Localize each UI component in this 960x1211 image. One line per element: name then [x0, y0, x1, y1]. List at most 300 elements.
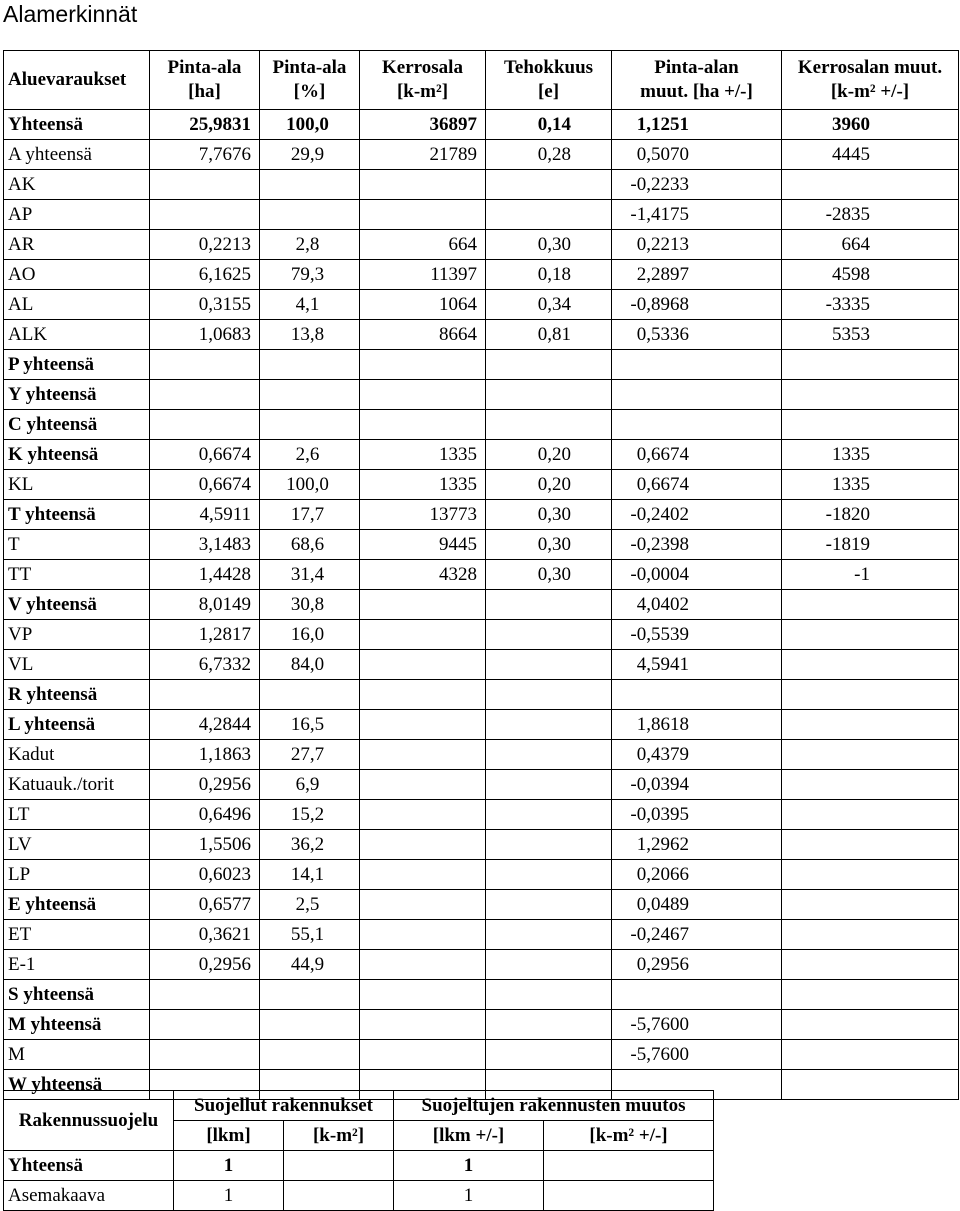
table-cell: 1335 — [782, 440, 959, 470]
table-cell — [486, 1040, 612, 1070]
table-cell: 4,5941 — [612, 650, 782, 680]
table-cell: 4445 — [782, 140, 959, 170]
row-label: LP — [4, 860, 150, 890]
row-label: P yhteensä — [4, 350, 150, 380]
table-row — [4, 140, 959, 170]
table-row — [4, 950, 959, 980]
table-cell: 68,6 — [260, 530, 360, 560]
table-cell — [782, 920, 959, 950]
table-row — [4, 500, 959, 530]
table-cell: 0,6674 — [612, 440, 782, 470]
table-cell: 0,20 — [486, 440, 612, 470]
row-label: E-1 — [4, 950, 150, 980]
table-cell: 4328 — [360, 560, 486, 590]
table-cell: 3960 — [782, 110, 959, 140]
table-row — [4, 380, 959, 410]
table-cell — [360, 1040, 486, 1070]
column-header — [260, 51, 360, 110]
table-row — [4, 1151, 714, 1181]
table-cell: 14,1 — [260, 860, 360, 890]
table-cell: 0,2956 — [150, 770, 260, 800]
row-label: Yhteensä — [4, 110, 150, 140]
table-cell: 1 — [394, 1181, 544, 1211]
column-header-line: Pinta-alan — [654, 57, 739, 78]
table-cell — [782, 860, 959, 890]
row-label: R yhteensä — [4, 680, 150, 710]
table-cell — [360, 1010, 486, 1040]
table-cell — [486, 800, 612, 830]
row-label: KL — [4, 470, 150, 500]
group-header: Suojeltujen rakennusten muutos — [394, 1091, 714, 1121]
row-label: Y yhteensä — [4, 380, 150, 410]
table-row — [4, 740, 959, 770]
table-row — [4, 1040, 959, 1070]
table-cell: 16,0 — [260, 620, 360, 650]
table-cell: 100,0 — [260, 470, 360, 500]
column-header-line: Pinta-ala — [167, 57, 242, 78]
table-cell — [612, 410, 782, 440]
table-cell: 1,0683 — [150, 320, 260, 350]
table-cell: 21789 — [360, 140, 486, 170]
column-header-unit: [ha] — [188, 81, 221, 102]
table-cell — [260, 680, 360, 710]
table-cell — [486, 200, 612, 230]
table-cell — [486, 920, 612, 950]
table-cell — [360, 410, 486, 440]
row-label: S yhteensä — [4, 980, 150, 1010]
table-cell — [486, 650, 612, 680]
table-cell: 1,2962 — [612, 830, 782, 860]
table-cell — [782, 1040, 959, 1070]
column-header-unit: [k-m² +/-] — [830, 81, 910, 102]
table-row — [4, 590, 959, 620]
table-cell: 8,0149 — [150, 590, 260, 620]
row-label: T — [4, 530, 150, 560]
table-row — [4, 1010, 959, 1040]
table-cell: 6,1625 — [150, 260, 260, 290]
table-cell: 4,0402 — [612, 590, 782, 620]
table-cell: 1,1251 — [612, 110, 782, 140]
table-cell — [782, 950, 959, 980]
table-cell — [612, 380, 782, 410]
column-header: [k-m²] — [284, 1121, 394, 1151]
table-cell — [360, 920, 486, 950]
table-cell: -0,2398 — [612, 530, 782, 560]
table-cell: 2,2897 — [612, 260, 782, 290]
table-cell — [782, 410, 959, 440]
row-label: V yhteensä — [4, 590, 150, 620]
table-cell: 27,7 — [260, 740, 360, 770]
table-cell: 0,3155 — [150, 290, 260, 320]
table-cell: 0,2956 — [612, 950, 782, 980]
table-cell: -0,8968 — [612, 290, 782, 320]
table-cell: 2,6 — [260, 440, 360, 470]
table-row — [4, 230, 959, 260]
table-cell — [486, 680, 612, 710]
table-cell: 13,8 — [260, 320, 360, 350]
table-cell — [782, 590, 959, 620]
table-row — [4, 440, 959, 470]
table-cell — [486, 740, 612, 770]
table-cell: 0,6577 — [150, 890, 260, 920]
table-cell: 1335 — [360, 440, 486, 470]
table-cell — [360, 170, 486, 200]
table-cell — [612, 680, 782, 710]
table-row — [4, 800, 959, 830]
table-cell — [284, 1151, 394, 1181]
table-cell: -0,2233 — [612, 170, 782, 200]
table-cell — [360, 830, 486, 860]
table-cell: 0,81 — [486, 320, 612, 350]
table-cell: 4,2844 — [150, 710, 260, 740]
column-header — [486, 51, 612, 110]
table-cell: 36897 — [360, 110, 486, 140]
table-cell: 29,9 — [260, 140, 360, 170]
table-cell: 664 — [360, 230, 486, 260]
table-row — [4, 350, 959, 380]
table-cell: 1335 — [782, 470, 959, 500]
table-cell — [544, 1151, 714, 1181]
table-cell — [260, 410, 360, 440]
table-cell — [782, 710, 959, 740]
row-label: AO — [4, 260, 150, 290]
table-row — [4, 260, 959, 290]
table-cell — [486, 590, 612, 620]
table-row — [4, 890, 959, 920]
table-row — [4, 200, 959, 230]
table-cell — [260, 350, 360, 380]
table-cell: 84,0 — [260, 650, 360, 680]
column-header-line: Tehokkuus — [503, 57, 594, 78]
table-row — [4, 410, 959, 440]
table-cell: 15,2 — [260, 800, 360, 830]
table-cell: 0,6674 — [150, 470, 260, 500]
row-label: T yhteensä — [4, 500, 150, 530]
table-cell: 0,2213 — [150, 230, 260, 260]
table-cell: -5,7600 — [612, 1010, 782, 1040]
row-label: M yhteensä — [4, 1010, 150, 1040]
table-cell: 0,14 — [486, 110, 612, 140]
building-protection-table — [3, 1090, 714, 1211]
table-cell: 0,0489 — [612, 890, 782, 920]
table-cell: 0,6496 — [150, 800, 260, 830]
table-cell — [486, 770, 612, 800]
table-cell: -1819 — [782, 530, 959, 560]
table-cell: 0,30 — [486, 230, 612, 260]
table-cell: 1,1863 — [150, 740, 260, 770]
table-cell: 0,30 — [486, 500, 612, 530]
table-cell: 4598 — [782, 260, 959, 290]
table-cell: 16,5 — [260, 710, 360, 740]
table-cell — [782, 740, 959, 770]
row-label: ALK — [4, 320, 150, 350]
table-cell: 0,3621 — [150, 920, 260, 950]
table-cell — [260, 170, 360, 200]
table-cell: 79,3 — [260, 260, 360, 290]
table-cell — [150, 1010, 260, 1040]
table-cell: -0,0394 — [612, 770, 782, 800]
table-cell — [360, 680, 486, 710]
table-cell — [486, 620, 612, 650]
table-cell — [782, 800, 959, 830]
table-cell: -2835 — [782, 200, 959, 230]
table-cell — [360, 650, 486, 680]
row-label: TT — [4, 560, 150, 590]
column-header — [612, 51, 782, 110]
table-row — [4, 320, 959, 350]
row-label: AK — [4, 170, 150, 200]
table-cell — [612, 350, 782, 380]
table-cell: 31,4 — [260, 560, 360, 590]
table-cell — [260, 200, 360, 230]
table-cell: 2,8 — [260, 230, 360, 260]
table-cell — [782, 770, 959, 800]
row-label: K yhteensä — [4, 440, 150, 470]
table-cell — [360, 200, 486, 230]
table-cell: 0,2066 — [612, 860, 782, 890]
table-cell: 44,9 — [260, 950, 360, 980]
table-row — [4, 680, 959, 710]
table-cell — [782, 380, 959, 410]
table-cell — [782, 1070, 959, 1100]
table-cell: 4,5911 — [150, 500, 260, 530]
table-cell: -0,0395 — [612, 800, 782, 830]
table-cell: 8664 — [360, 320, 486, 350]
table-cell: 0,2213 — [612, 230, 782, 260]
table-row — [4, 980, 959, 1010]
table-cell: 100,0 — [260, 110, 360, 140]
table-cell — [150, 410, 260, 440]
table-cell — [360, 890, 486, 920]
table-cell: 30,8 — [260, 590, 360, 620]
table-cell — [782, 620, 959, 650]
table-row — [4, 860, 959, 890]
table-cell: 5353 — [782, 320, 959, 350]
table-cell — [486, 170, 612, 200]
row-label: W yhteensä — [4, 1070, 150, 1100]
table-cell — [486, 890, 612, 920]
table-cell: -5,7600 — [612, 1040, 782, 1070]
table-cell — [782, 170, 959, 200]
table-cell — [486, 380, 612, 410]
table-cell: 0,30 — [486, 530, 612, 560]
table-cell: 1335 — [360, 470, 486, 500]
table-cell — [486, 980, 612, 1010]
table-header-row — [4, 1091, 714, 1121]
table-row — [4, 830, 959, 860]
table-cell: 3,1483 — [150, 530, 260, 560]
table-cell — [260, 1040, 360, 1070]
table-cell: 1 — [174, 1151, 284, 1181]
table-cell — [544, 1181, 714, 1211]
table-cell — [782, 890, 959, 920]
table-cell — [486, 1010, 612, 1040]
table-cell: 1,5506 — [150, 830, 260, 860]
column-header-unit: muut. [ha +/-] — [640, 81, 753, 102]
table-cell — [486, 830, 612, 860]
table-cell — [360, 380, 486, 410]
table-cell: 1,4428 — [150, 560, 260, 590]
table-cell: -0,2402 — [612, 500, 782, 530]
table-row — [4, 770, 959, 800]
table-cell: 7,7676 — [150, 140, 260, 170]
table-cell: 6,9 — [260, 770, 360, 800]
table-cell: 1 — [174, 1181, 284, 1211]
table-cell — [150, 170, 260, 200]
table-cell — [486, 710, 612, 740]
table-cell — [150, 200, 260, 230]
column-header-unit: [e] — [537, 81, 560, 102]
land-use-table — [3, 50, 959, 1100]
row-label: VP — [4, 620, 150, 650]
table-cell: 13773 — [360, 500, 486, 530]
table-cell — [150, 380, 260, 410]
table-cell — [360, 590, 486, 620]
row-label: C yhteensä — [4, 410, 150, 440]
column-header — [150, 51, 260, 110]
table-cell — [486, 410, 612, 440]
column-header: [lkm] — [174, 1121, 284, 1151]
table-cell: -0,0004 — [612, 560, 782, 590]
column-header: [lkm +/-] — [394, 1121, 544, 1151]
table-cell: 0,18 — [486, 260, 612, 290]
table-row — [4, 290, 959, 320]
table-cell: 0,28 — [486, 140, 612, 170]
table-cell: 25,9831 — [150, 110, 260, 140]
row-label: L yhteensä — [4, 710, 150, 740]
table-cell: 1,8618 — [612, 710, 782, 740]
row-label: AP — [4, 200, 150, 230]
table-row — [4, 650, 959, 680]
table-cell — [782, 980, 959, 1010]
row-label: VL — [4, 650, 150, 680]
table-cell: 17,7 — [260, 500, 360, 530]
table-cell — [360, 800, 486, 830]
column-header-line: Kerrosala — [382, 57, 463, 78]
table-cell: 0,6674 — [150, 440, 260, 470]
table-row — [4, 710, 959, 740]
table-cell: 664 — [782, 230, 959, 260]
table-cell — [360, 710, 486, 740]
table-cell — [486, 350, 612, 380]
table-cell: -1820 — [782, 500, 959, 530]
table-cell — [360, 770, 486, 800]
table-cell: 1 — [394, 1151, 544, 1181]
row-label: ET — [4, 920, 150, 950]
table-cell: 55,1 — [260, 920, 360, 950]
table-cell — [782, 830, 959, 860]
row-label: Yhteensä — [4, 1151, 174, 1181]
column-header-line: Aluevaraukset — [8, 69, 127, 90]
table-cell: -0,2467 — [612, 920, 782, 950]
table-cell: 11397 — [360, 260, 486, 290]
document-title: Alamerkinnät — [3, 1, 138, 27]
table-cell — [360, 350, 486, 380]
table-row — [4, 530, 959, 560]
column-header-line: Kerrosalan muut. — [797, 57, 943, 78]
row-label: Kadut — [4, 740, 150, 770]
row-label: M — [4, 1040, 150, 1070]
table-row — [4, 560, 959, 590]
table-cell: 0,4379 — [612, 740, 782, 770]
column-header — [4, 51, 150, 110]
group-header: Suojellut rakennukset — [174, 1091, 394, 1121]
column-header-unit: [k-m²] — [396, 81, 449, 102]
table-cell: 0,20 — [486, 470, 612, 500]
table-cell: 0,5070 — [612, 140, 782, 170]
row-label: A yhteensä — [4, 140, 150, 170]
row-label: Asemakaava — [4, 1181, 174, 1211]
table-cell: 0,5336 — [612, 320, 782, 350]
table-cell — [782, 350, 959, 380]
table-cell — [260, 1010, 360, 1040]
table-cell: 4,1 — [260, 290, 360, 320]
table-cell — [782, 1010, 959, 1040]
table-cell — [360, 740, 486, 770]
table-cell: -3335 — [782, 290, 959, 320]
table-cell — [360, 860, 486, 890]
table-cell: 0,2956 — [150, 950, 260, 980]
table-cell — [486, 950, 612, 980]
table-cell — [612, 980, 782, 1010]
table-cell — [150, 980, 260, 1010]
column-header-line: Pinta-ala — [272, 57, 347, 78]
column-header — [782, 51, 959, 110]
table-cell — [486, 860, 612, 890]
table-cell — [782, 680, 959, 710]
table-cell: 6,7332 — [150, 650, 260, 680]
table-cell: -1,4175 — [612, 200, 782, 230]
table-cell: 1,2817 — [150, 620, 260, 650]
row-label: AR — [4, 230, 150, 260]
row-header: Rakennussuojelu — [4, 1091, 174, 1151]
table-cell — [150, 1040, 260, 1070]
table-cell — [360, 950, 486, 980]
table-cell — [782, 650, 959, 680]
table-cell: -0,5539 — [612, 620, 782, 650]
table-cell: 36,2 — [260, 830, 360, 860]
table-row — [4, 170, 959, 200]
table-cell — [150, 350, 260, 380]
table-cell — [360, 620, 486, 650]
table-cell: 0,6023 — [150, 860, 260, 890]
table-row — [4, 1181, 714, 1211]
table-cell: 0,30 — [486, 560, 612, 590]
row-label: LT — [4, 800, 150, 830]
row-label: LV — [4, 830, 150, 860]
table-cell: 9445 — [360, 530, 486, 560]
table-cell — [260, 380, 360, 410]
table-cell — [284, 1181, 394, 1211]
table-cell — [260, 980, 360, 1010]
table-cell: 0,34 — [486, 290, 612, 320]
column-header — [360, 51, 486, 110]
table-header-row — [4, 51, 959, 110]
row-label: AL — [4, 290, 150, 320]
table-row — [4, 110, 959, 140]
column-header: [k-m² +/-] — [544, 1121, 714, 1151]
table-cell: 0,6674 — [612, 470, 782, 500]
table-row — [4, 920, 959, 950]
table-cell — [150, 680, 260, 710]
column-header-unit: [%] — [293, 81, 326, 102]
table-row — [4, 620, 959, 650]
table-cell: 2,5 — [260, 890, 360, 920]
table-cell: 1064 — [360, 290, 486, 320]
row-label: Katuauk./torit — [4, 770, 150, 800]
row-label: E yhteensä — [4, 890, 150, 920]
table-row — [4, 470, 959, 500]
